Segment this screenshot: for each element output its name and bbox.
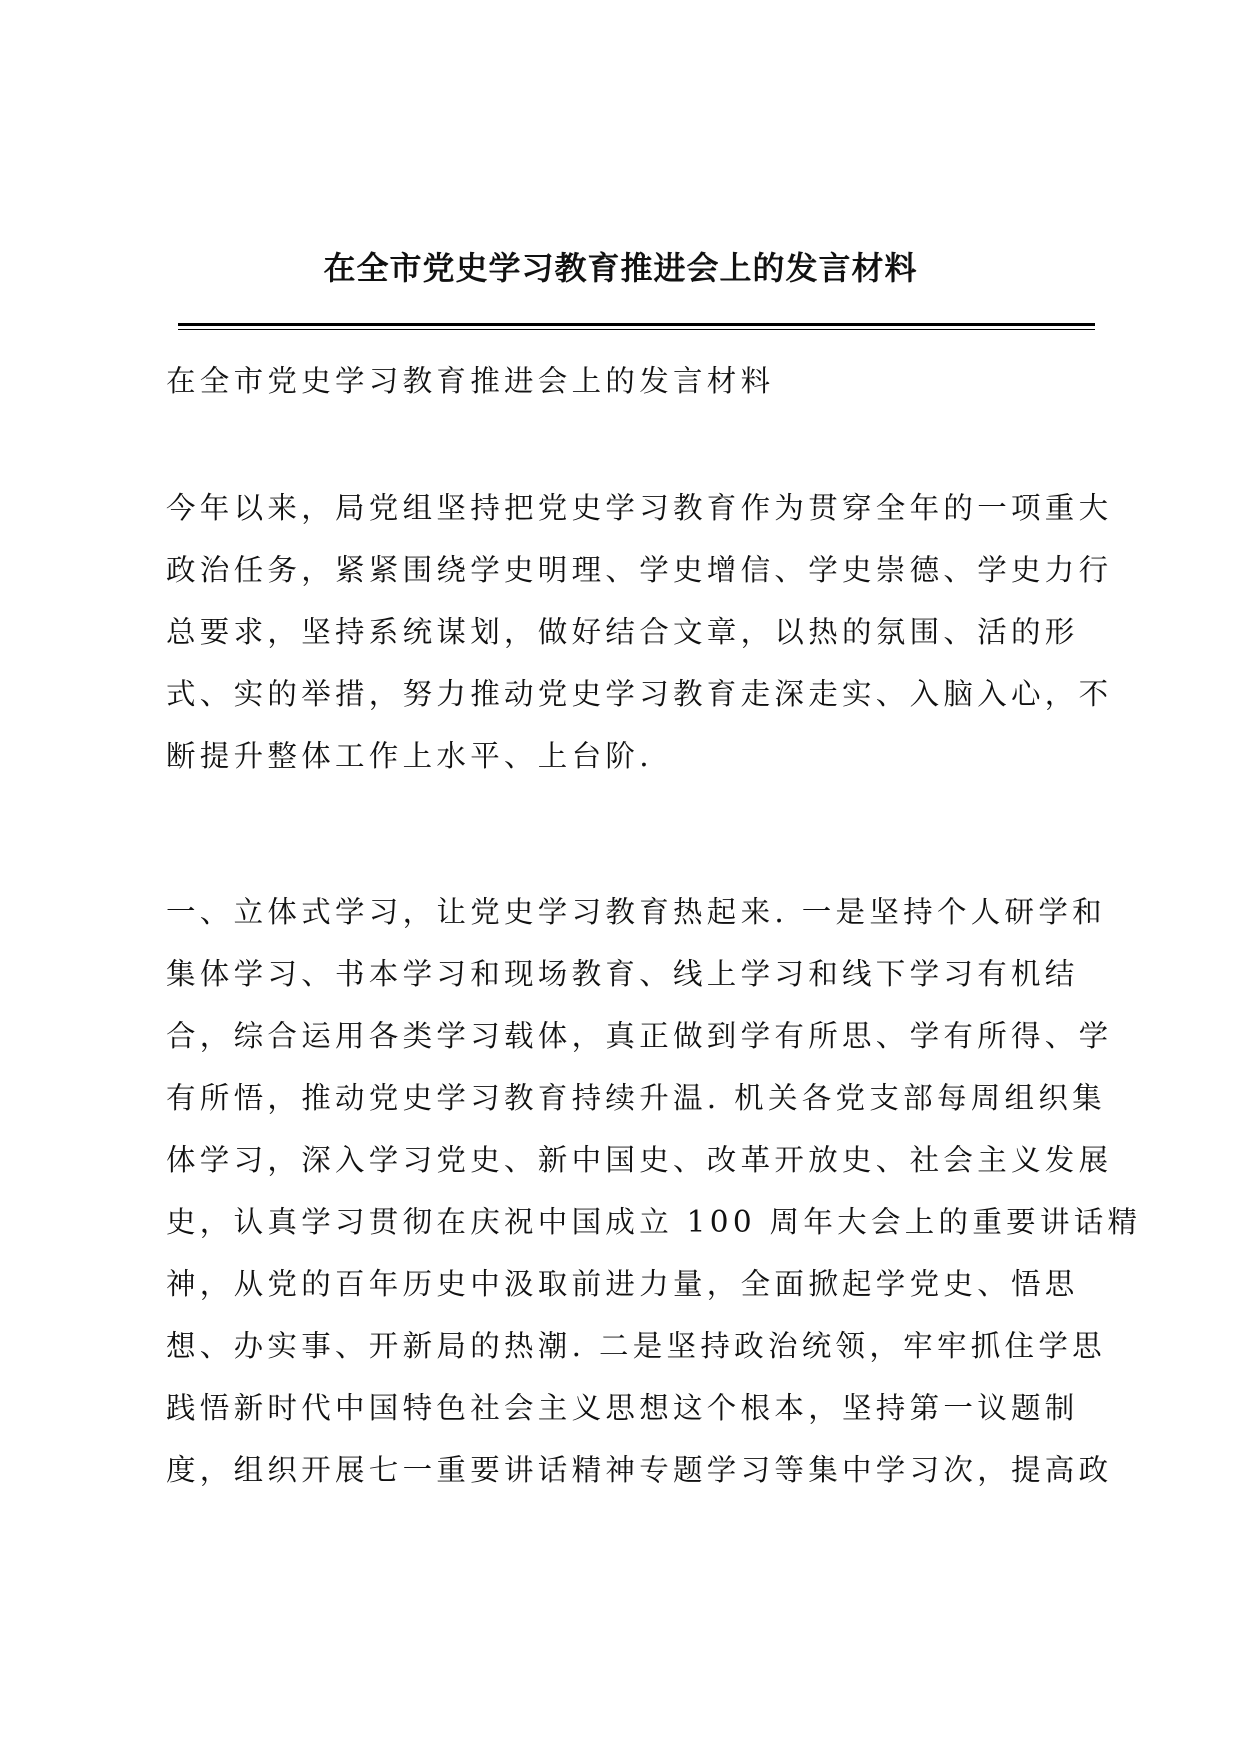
title-divider-thick xyxy=(178,323,1095,326)
paragraph-line: 践悟新时代中国特色社会主义思想这个根本，坚持第一议题制 xyxy=(166,1391,1079,1425)
paragraph-line: 集体学习、书本学习和现场教育、线上学习和线下学习有机结 xyxy=(166,957,1079,991)
paragraph-line: 总要求，坚持系统谋划，做好结合文章，以热的氛围、活的形 xyxy=(166,615,1079,649)
paragraph-line: 政治任务，紧紧围绕学史明理、学史增信、学史崇德、学史力行 xyxy=(166,553,1113,587)
document-title: 在全市党史学习教育推进会上的发言材料 xyxy=(323,249,918,287)
title-divider-thin xyxy=(178,329,1095,330)
intro-paragraph xyxy=(166,477,1113,787)
paragraph-line: 想、办实事、开新局的热潮. 二是坚持政治统领，牢牢抓住学思 xyxy=(166,1329,1106,1363)
paragraph-line: 度，组织开展七一重要讲话精神专题学习等集中学习次，提高政 xyxy=(166,1453,1113,1487)
paragraph-line: 体学习，深入学习党史、新中国史、改革开放史、社会主义发展 xyxy=(166,1143,1113,1177)
paragraph-line: 有所悟，推动党史学习教育持续升温. 机关各党支部每周组织集 xyxy=(166,1081,1106,1115)
paragraph-line: 今年以来，局党组坚持把党史学习教育作为贯穿全年的一项重大 xyxy=(166,491,1113,525)
paragraph-line: 神，从党的百年历史中汲取前进力量，全面掀起学党史、悟思 xyxy=(166,1267,1079,1301)
paragraph-line: 断提升整体工作上水平、上台阶. xyxy=(166,739,653,773)
paragraph-line: 式、实的举措，努力推动党史学习教育走深走实、入脑入心，不 xyxy=(166,677,1113,711)
section-one-paragraph xyxy=(166,881,1142,1501)
document-subtitle xyxy=(166,350,1096,412)
paragraph-line: 史，认真学习贯彻在庆祝中国成立 100 周年大会上的重要讲话精 xyxy=(166,1205,1142,1239)
paragraph-line: 合，综合运用各类学习载体，真正做到学有所思、学有所得、学 xyxy=(166,1019,1113,1053)
paragraph-line: 一、立体式学习，让党史学习教育热起来. 一是坚持个人研学和 xyxy=(166,895,1106,929)
subtitle-line: 在全市党史学习教育推进会上的发言材料 xyxy=(166,364,775,398)
